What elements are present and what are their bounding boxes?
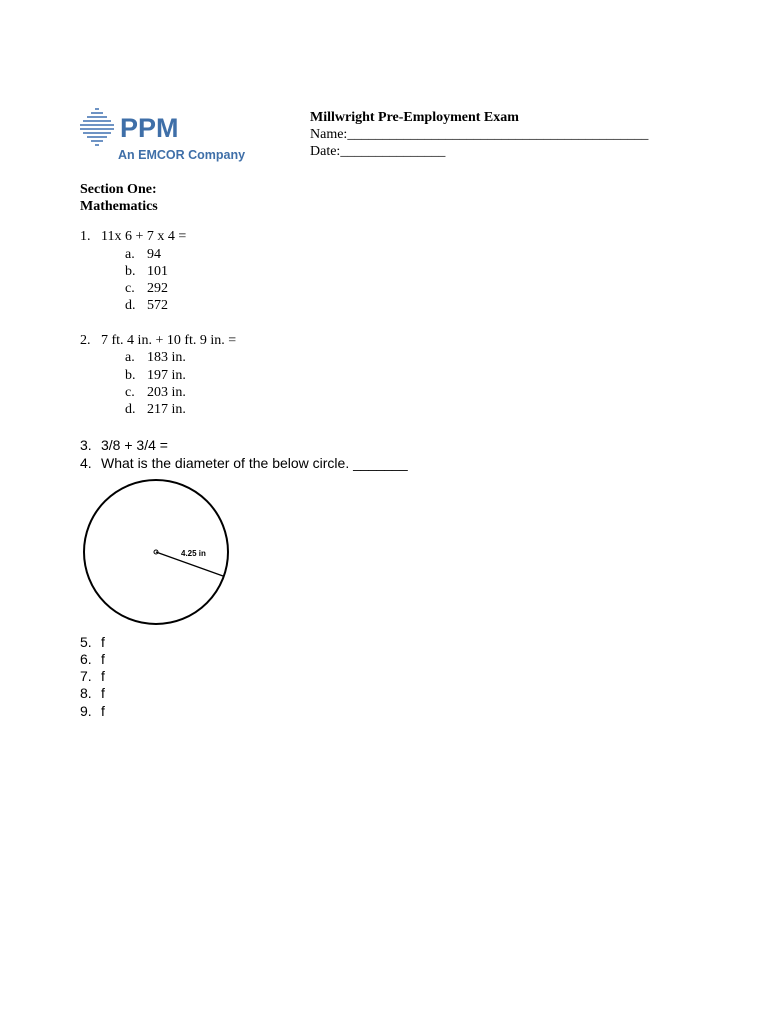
- exam-header: [310, 109, 648, 160]
- question-number: 9.: [80, 703, 92, 719]
- exam-title: Millwright Pre-Employment Exam: [310, 110, 519, 125]
- question-text: 7 ft. 4 in. + 10 ft. 9 in. =: [101, 333, 237, 348]
- name-label: Name:: [310, 127, 348, 142]
- name-field[interactable]: ___________________________________________: [347, 127, 649, 142]
- question-text: 11x 6 + 7 x 4 =: [101, 229, 187, 244]
- question-text: f: [101, 634, 105, 650]
- option-letter: a.: [125, 247, 135, 262]
- radius-label: 4.25 in: [181, 549, 206, 558]
- option-letter: d.: [125, 298, 136, 313]
- option-text[interactable]: 101: [147, 264, 168, 279]
- question-number: 8.: [80, 685, 92, 701]
- question-text: 3/8 + 3/4 =: [101, 437, 168, 453]
- option-text[interactable]: 203 in.: [147, 385, 186, 400]
- option-text[interactable]: 183 in.: [147, 350, 186, 365]
- section-title: Section One:: [80, 182, 157, 197]
- ppm-logo-icon: [80, 106, 295, 166]
- question-text: f: [101, 703, 105, 719]
- question-number: 1.: [80, 229, 91, 244]
- option-text[interactable]: 572: [147, 298, 168, 313]
- section-subtitle: Mathematics: [80, 199, 158, 214]
- option-text[interactable]: 94: [147, 247, 161, 262]
- question-text: f: [101, 685, 105, 701]
- logo-tagline: An EMCOR Company: [118, 148, 246, 162]
- circle-diagram: [80, 476, 235, 631]
- date-line: [310, 143, 648, 160]
- option-text[interactable]: 292: [147, 281, 168, 296]
- question-number: 5.: [80, 634, 92, 650]
- option-letter: c.: [125, 385, 135, 400]
- section-heading: [80, 181, 158, 215]
- option-letter: a.: [125, 350, 135, 365]
- option-letter: b.: [125, 368, 136, 383]
- company-logo: [80, 106, 295, 166]
- question-number: 6.: [80, 651, 92, 667]
- date-field[interactable]: _______________: [340, 144, 446, 159]
- question-text: f: [101, 651, 105, 667]
- option-text[interactable]: 217 in.: [147, 402, 186, 417]
- question-text: What is the diameter of the below circle. _______: [101, 455, 408, 471]
- question-number: 2.: [80, 333, 91, 348]
- option-text[interactable]: 197 in.: [147, 368, 186, 383]
- option-letter: b.: [125, 264, 136, 279]
- logo-name: PPM: [120, 113, 179, 143]
- date-label: Date:: [310, 144, 341, 159]
- question-number: 7.: [80, 668, 92, 684]
- question-number: 4.: [80, 455, 92, 471]
- option-letter: c.: [125, 281, 135, 296]
- question-text: f: [101, 668, 105, 684]
- question-number: 3.: [80, 437, 92, 453]
- name-line: [310, 126, 648, 143]
- circle-figure: [80, 476, 235, 631]
- option-letter: d.: [125, 402, 136, 417]
